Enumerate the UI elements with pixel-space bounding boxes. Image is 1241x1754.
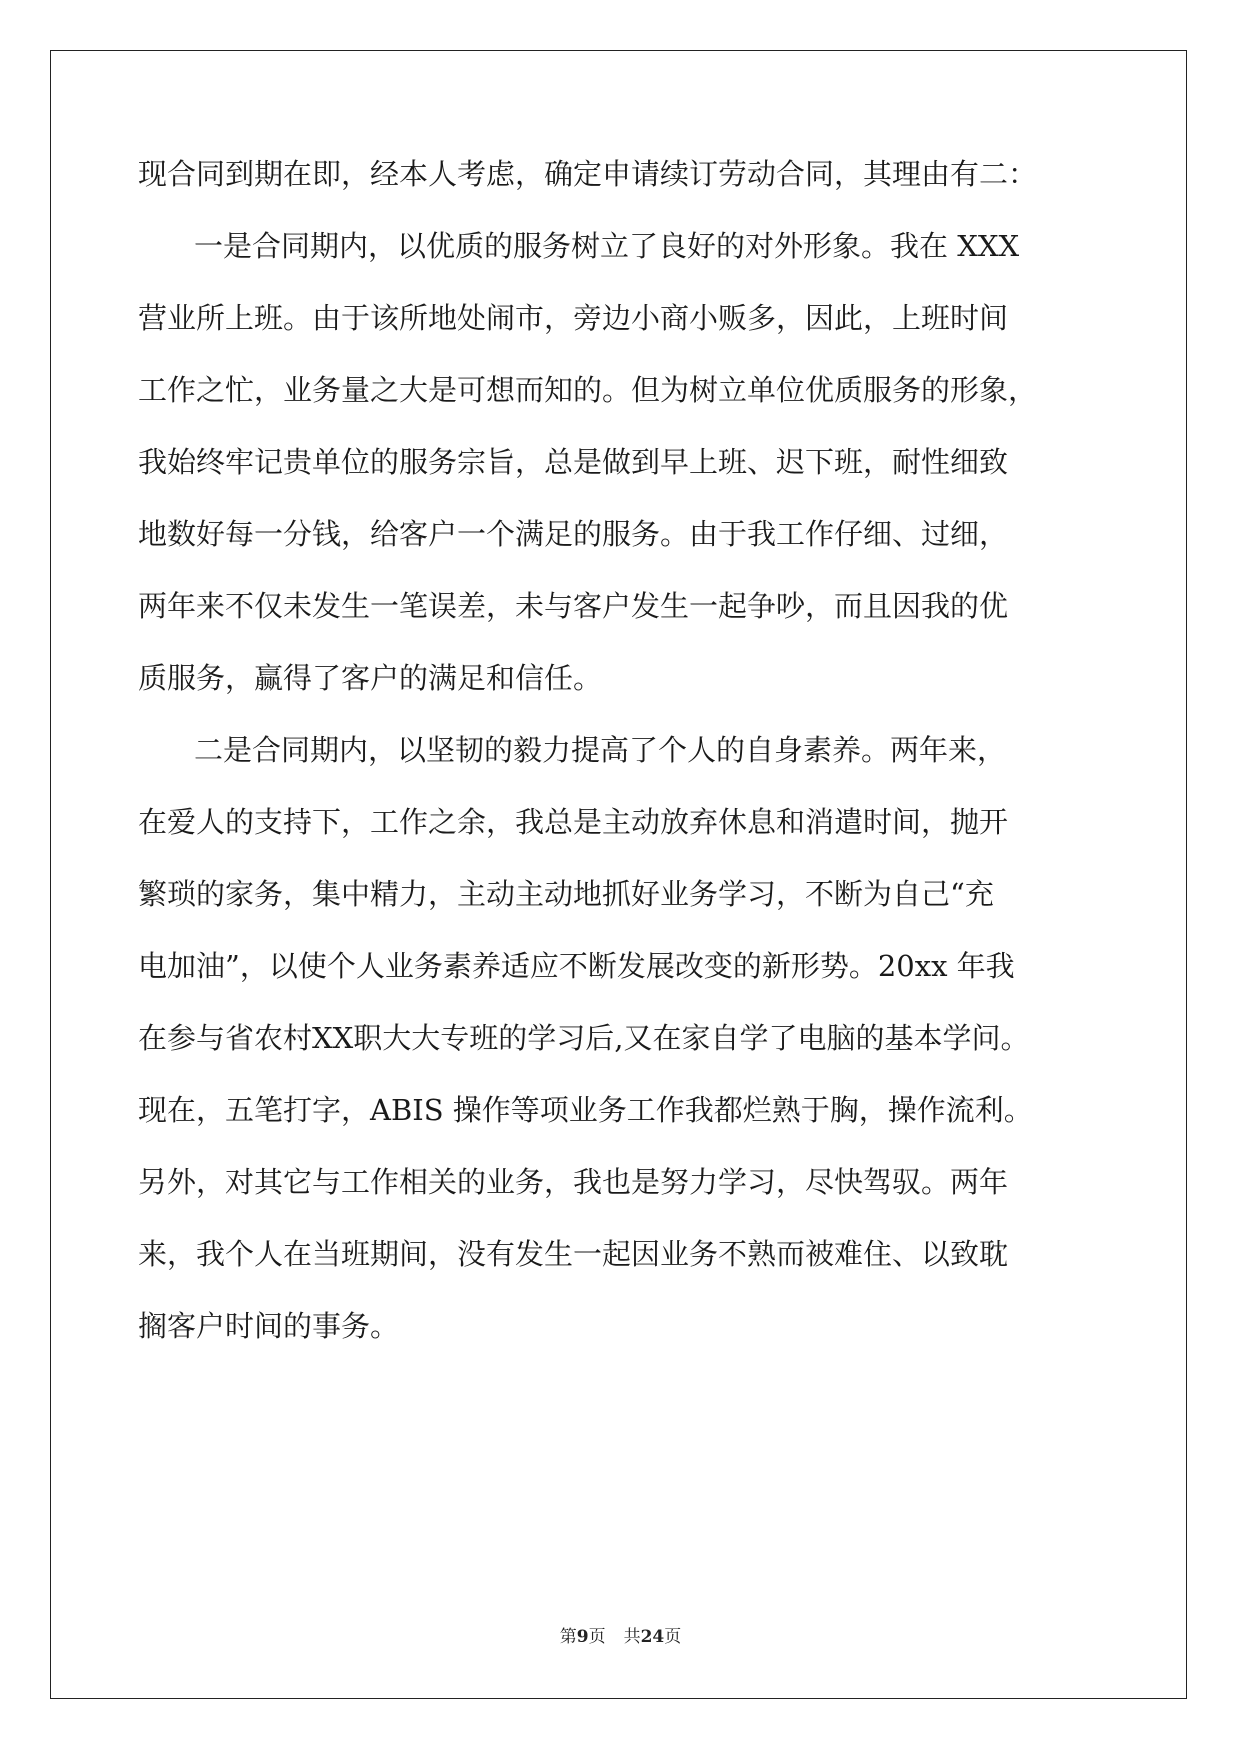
text-line: 营业所上班。由于该所地处闹市，旁边小商小贩多，因此，上班时间 xyxy=(138,301,1009,335)
total-suffix: 页 xyxy=(664,1627,682,1647)
paragraph-start-line: 一是合同期内，以优质的服务树立了良好的对外形象。我在 XXX xyxy=(194,229,1020,263)
page-footer xyxy=(0,1622,1241,1647)
text-line: 两年来不仅未发生一笔误差，未与客户发生一起争吵，而且因我的优 xyxy=(138,589,1009,623)
page-prefix: 第 xyxy=(559,1627,577,1647)
text-line: 在参与省农村XX职大大专班的学习后,又在家自学了电脑的基本学问。 xyxy=(138,1021,1030,1055)
text-line: 繁琐的家务，集中精力，主动主动地抓好业务学习，不断为自己“充 xyxy=(138,877,994,911)
page-border xyxy=(50,50,1187,1699)
paragraph-start-line: 二是合同期内，以坚韧的毅力提高了个人的自身素养。两年来， xyxy=(194,733,1007,767)
total-prefix: 共 xyxy=(623,1627,641,1647)
text-line: 我始终牢记贵单位的服务宗旨，总是做到早上班、迟下班，耐性细致 xyxy=(138,445,1009,479)
text-line: 现合同到期在即，经本人考虑，确定申请续订劳动合同，其理由有二： xyxy=(138,157,1038,191)
page-suffix: 页 xyxy=(588,1627,606,1647)
text-line: 工作之忙，业务量之大是可想而知的。但为树立单位优质服务的形象， xyxy=(138,373,1038,407)
text-line: 在爱人的支持下，工作之余，我总是主动放弃休息和消遣时间，抛开 xyxy=(138,805,1009,839)
text-line: 现在，五笔打字，ABIS 操作等项业务工作我都烂熟于胸，操作流利。 xyxy=(138,1093,1033,1127)
text-line: 来，我个人在当班期间，没有发生一起因业务不熟而被难住、以致耽 xyxy=(138,1237,1009,1271)
text-line: 质服务，赢得了客户的满足和信任。 xyxy=(138,661,603,695)
page-number: 9 xyxy=(576,1627,589,1647)
text-line: 另外，对其它与工作相关的业务，我也是努力学习，尽快驾驭。两年 xyxy=(138,1165,1009,1199)
text-line: 地数好每一分钱，给客户一个满足的服务。由于我工作仔细、过细， xyxy=(138,517,1009,551)
text-line: 电加油”，以使个人业务素养适应不断发展改变的新形势。20xx 年我 xyxy=(138,949,1015,983)
total-pages: 24 xyxy=(640,1627,665,1647)
text-line: 搁客户时间的事务。 xyxy=(138,1309,400,1343)
